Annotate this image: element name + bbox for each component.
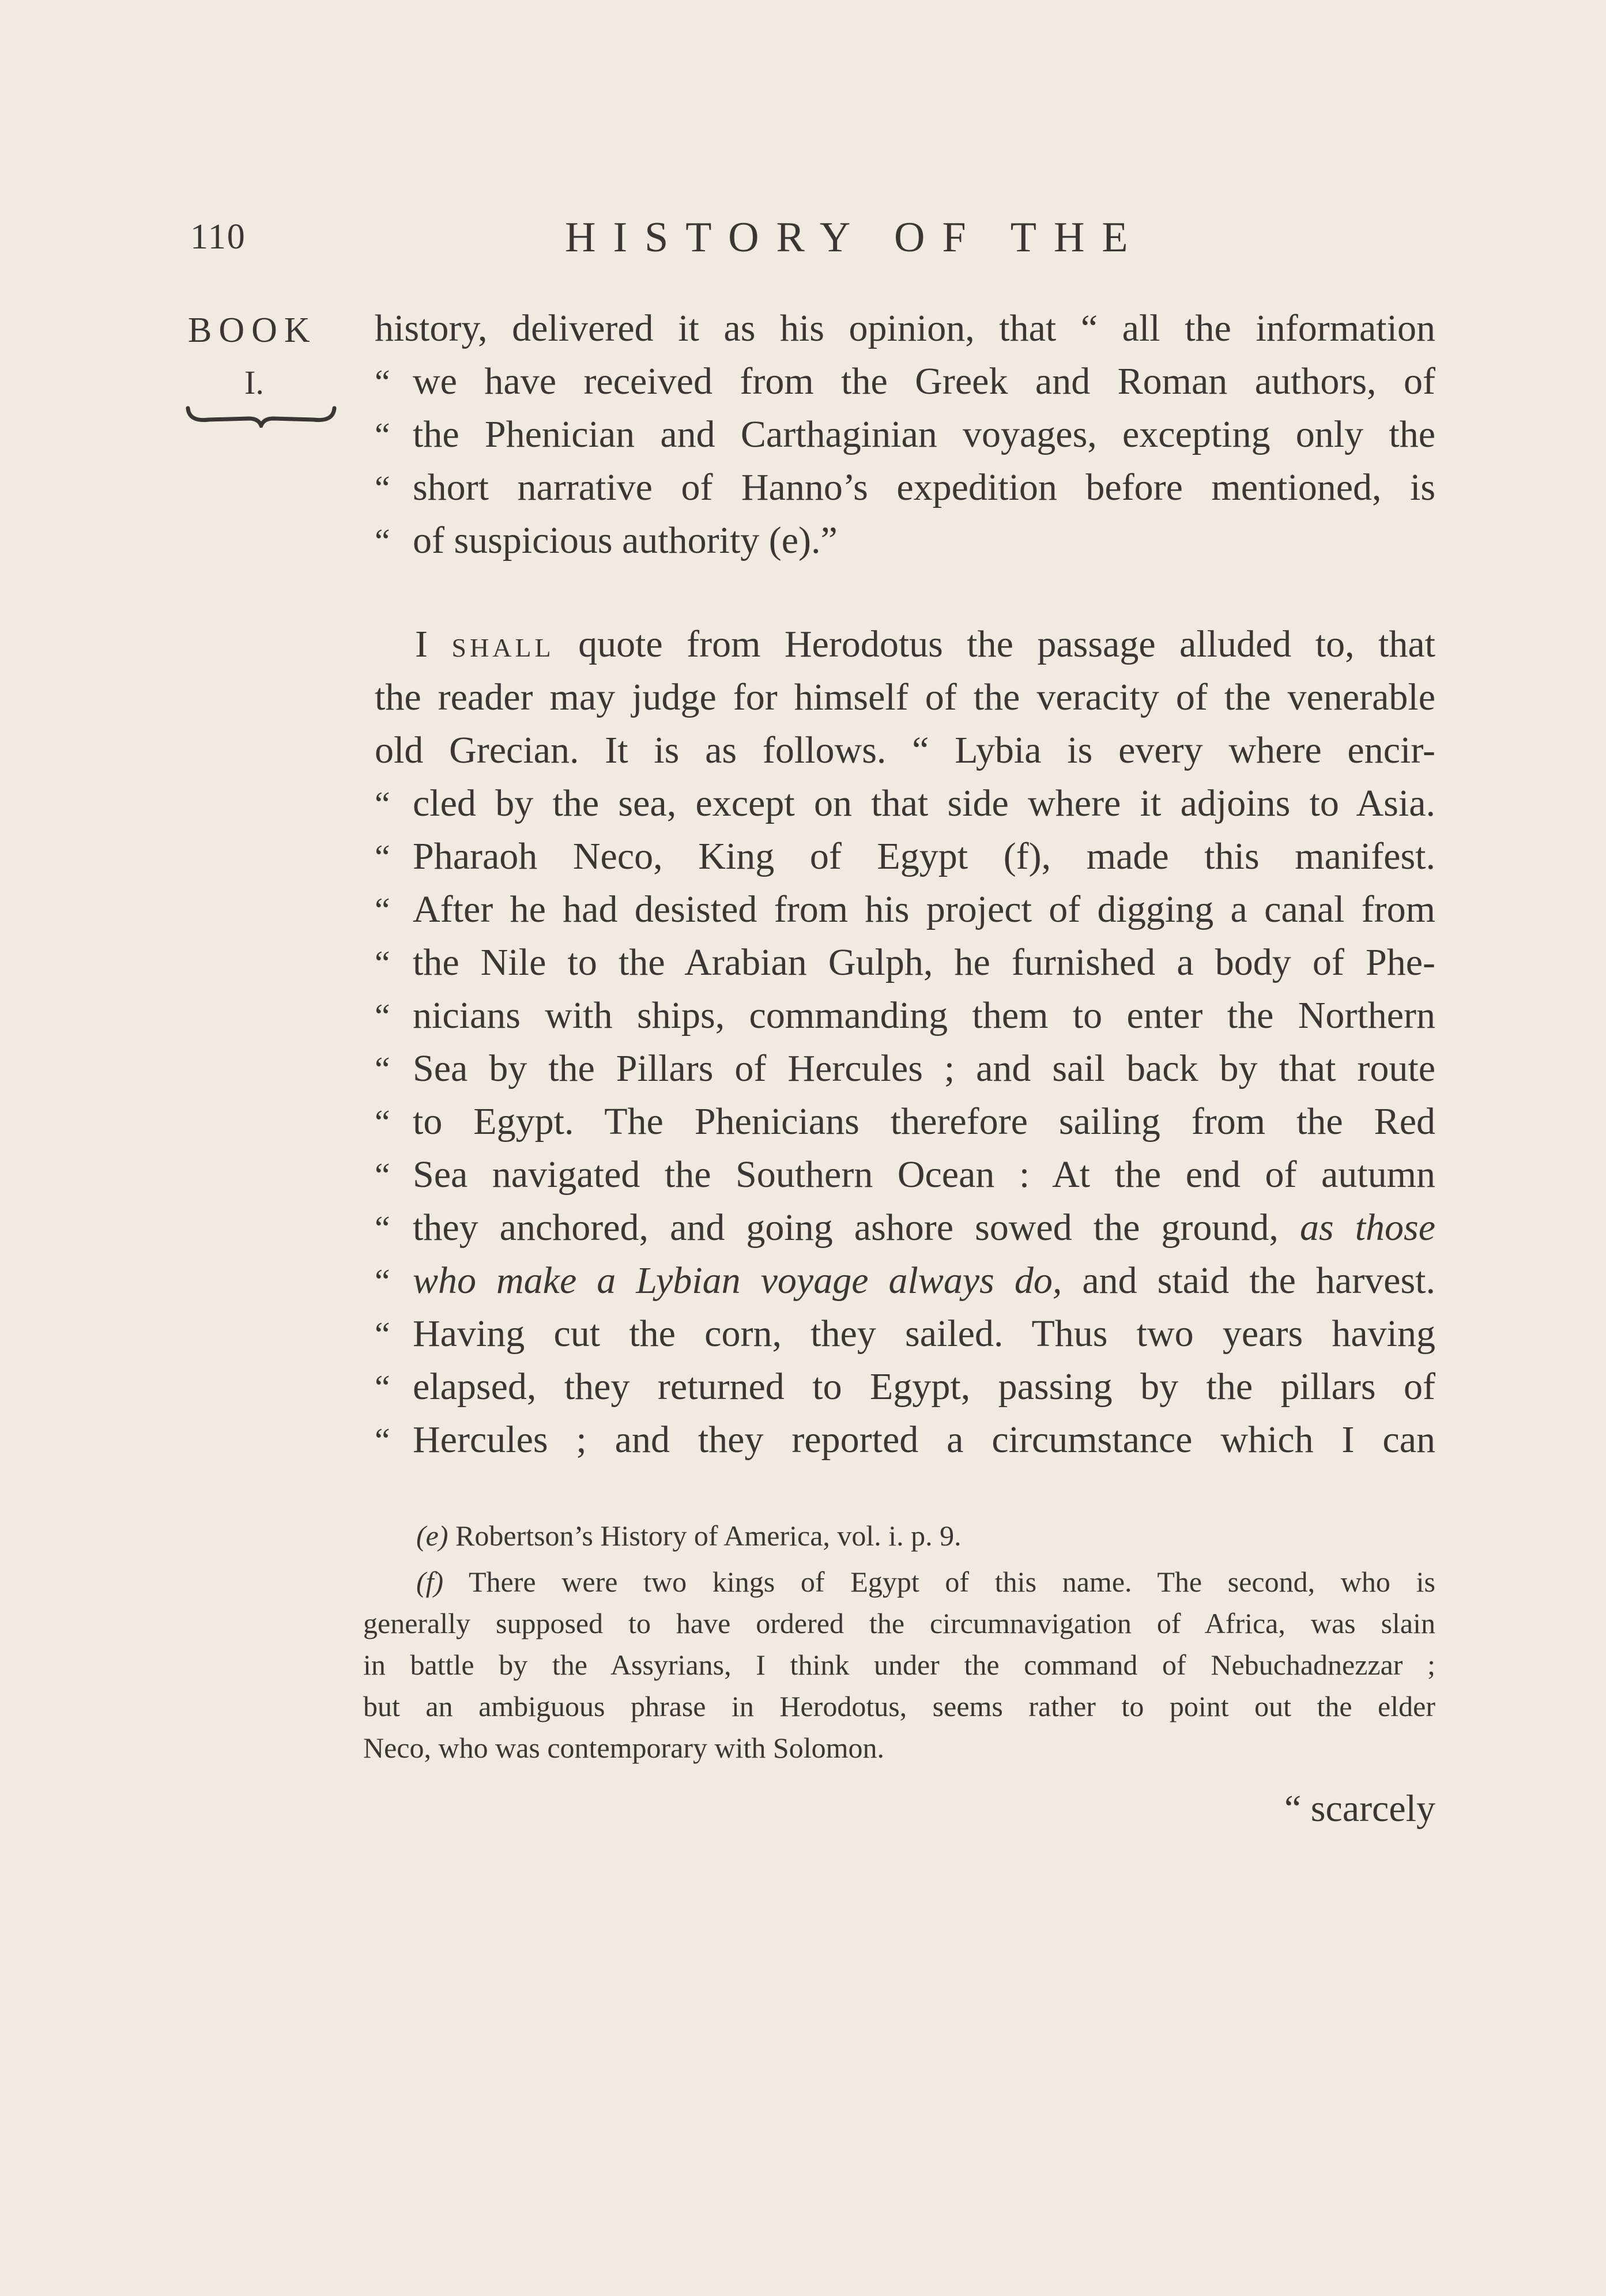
italic-phrase: as those: [1299, 1207, 1436, 1249]
catchword: “ scarcely: [1284, 1788, 1435, 1830]
footnote-marker: (e): [416, 1520, 448, 1552]
text-line: “ the Nile to the Arabian Gulph, he furnished a body of Phe-: [375, 936, 1435, 989]
text-line: the reader may judge for himself of the veracity of the venerable: [375, 676, 1435, 718]
margin-book-number: I.: [244, 364, 264, 401]
text-line: “ to Egypt. The Phenicians therefore sailing from the Red: [375, 1095, 1435, 1148]
text-line: I shall quote from Herodotus the passage alluded to, that: [415, 623, 1435, 665]
text-line: “ Hercules ; and they reported a circumstance which I can: [375, 1413, 1435, 1466]
quote-mark: “: [375, 469, 390, 507]
small-caps-word: shall: [451, 623, 555, 665]
quote-mark: “: [375, 363, 390, 401]
margin-brace-ornament: [186, 405, 337, 428]
quote-mark: “: [375, 1156, 390, 1194]
quote-mark: “: [375, 416, 390, 454]
quote-mark: “: [375, 1262, 390, 1300]
footnote-f-line: (f) There were two kings of Egypt of this name. The second, who is: [416, 1566, 1435, 1598]
main-text: [375, 302, 1435, 1466]
text-line: “ short narrative of Hanno’s expedition before mentioned, is: [375, 461, 1435, 514]
italic-phrase: who make a Lybian voyage always do,: [413, 1260, 1062, 1302]
text-line: “ nicians with ships, commanding them to enter the Northern: [375, 989, 1435, 1042]
quote-mark: “: [375, 891, 390, 929]
text-line: “ the Phenician and Carthaginian voyages, excepting only the: [375, 408, 1435, 461]
quote-mark: “: [375, 944, 390, 982]
page-number: 110: [190, 217, 246, 257]
footnote-f-line: Neco, who was contemporary with Solomon.: [363, 1732, 885, 1764]
text-line: “ we have received from the Greek and Roman authors, of: [375, 355, 1435, 408]
quote-mark: “: [375, 522, 390, 560]
quote-mark: “: [375, 1103, 390, 1141]
quote-mark: “: [375, 785, 390, 823]
text-line: “ elapsed, they returned to Egypt, passing by the pillars of: [375, 1360, 1435, 1413]
text-line: “ Having cut the corn, they sailed. Thus two years having: [375, 1307, 1435, 1360]
text-line: “ Sea by the Pillars of Hercules ; and sail back by that route: [375, 1042, 1435, 1095]
quote-mark: “: [375, 1209, 390, 1247]
text-line: “ cled by the sea, except on that side where it adjoins to Asia.: [375, 777, 1435, 830]
text-line: “ who make a Lybian voyage always do, and staid the harvest.: [375, 1254, 1435, 1307]
footnote-f-line: in battle by the Assyrians, I think under the command of Nebuchadnezzar ;: [363, 1649, 1435, 1681]
text-line: “ of suspicious authority (e).”: [375, 514, 1435, 567]
footnote-e: (e) Robertson’s History of America, vol. i. p. 9.: [416, 1520, 962, 1552]
footnotes: [363, 1515, 1435, 1769]
footnote-f-line: generally supposed to have ordered the circumnavigation of Africa, was slain: [363, 1607, 1435, 1639]
footnote-f-line: but an ambiguous phrase in Herodotus, seems rather to point out the elder: [363, 1690, 1435, 1722]
quote-mark: “: [375, 1315, 390, 1354]
text-line: history, delivered it as his opinion, that “ all the information: [375, 307, 1435, 349]
text-line: old Grecian. It is as follows. “ Lybia is every where encir-: [375, 729, 1435, 771]
text-line: “ After he had desisted from his project of digging a canal from: [375, 883, 1435, 936]
margin-book-label: BOOK: [188, 311, 317, 350]
footnote-marker: (f): [416, 1566, 444, 1598]
text-line: “ Pharaoh Neco, King of Egypt (f), made this manifest.: [375, 830, 1435, 883]
text-line: “ Sea navigated the Southern Ocean : At the end of autumn: [375, 1148, 1435, 1201]
running-head: HISTORY OF THE: [565, 214, 1145, 261]
text-line: “ they anchored, and going ashore sowed the ground, as those: [375, 1201, 1435, 1254]
quote-mark: “: [375, 1422, 390, 1460]
quote-mark: “: [375, 997, 390, 1035]
quote-mark: “: [375, 1050, 390, 1088]
paragraph-initial: I: [415, 623, 428, 665]
quote-mark: “: [375, 838, 390, 876]
quote-mark: “: [375, 1368, 390, 1407]
